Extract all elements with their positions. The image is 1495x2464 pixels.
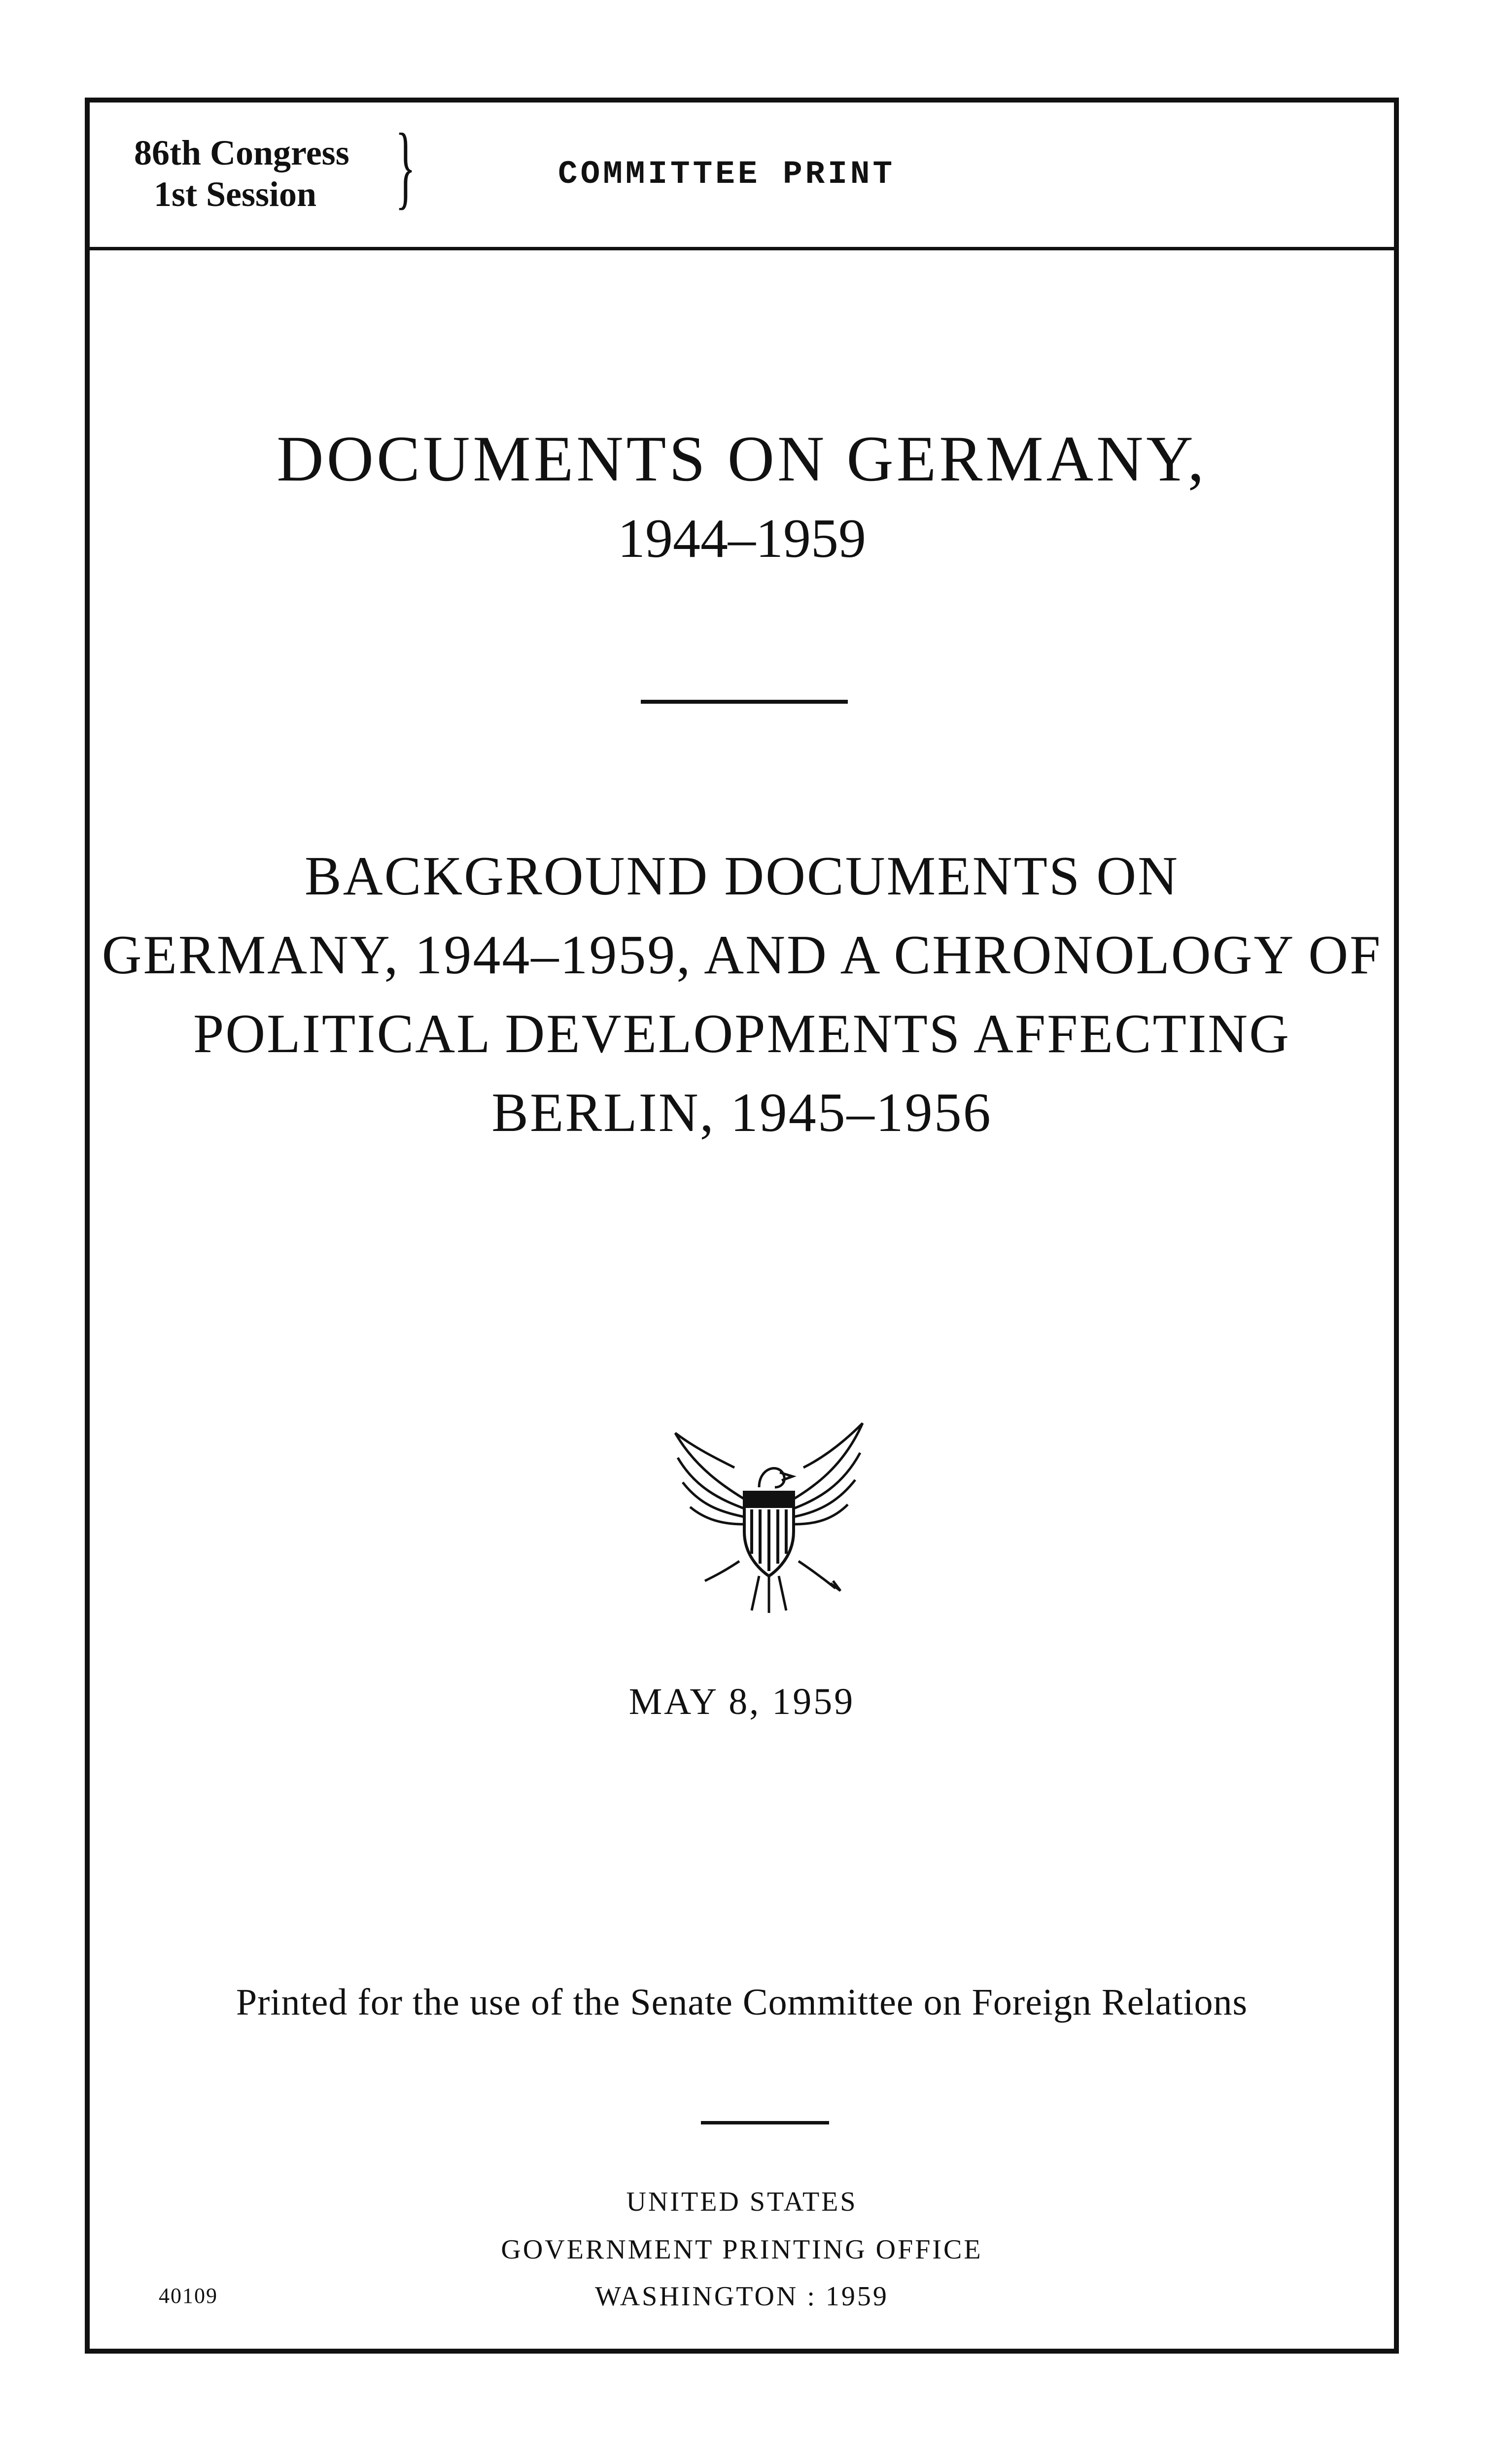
page-frame — [85, 98, 1399, 2354]
session-label: 1st Session — [154, 174, 317, 214]
print-code: 40109 — [159, 2284, 218, 2308]
publisher-line-2: GOVERNMENT PRINTING OFFICE — [501, 2234, 983, 2265]
document-title: DOCUMENTS ON GERMANY, — [277, 422, 1207, 495]
publisher-line-3: WASHINGTON : 1959 — [595, 2281, 889, 2312]
congress-session-block — [134, 132, 349, 215]
publication-date: MAY 8, 1959 — [628, 1681, 855, 1722]
subtitle-line: GERMANY, 1944–1959, AND A CHRONOLOGY OF — [102, 924, 1382, 986]
subtitle-line: BACKGROUND DOCUMENTS ON — [305, 846, 1179, 907]
document-years: 1944–1959 — [618, 508, 866, 569]
header-band — [90, 103, 1394, 250]
great-seal-eagle-icon — [665, 1413, 872, 1620]
brace-icon: } — [395, 115, 416, 218]
subtitle — [90, 837, 1394, 1152]
publisher-divider — [701, 2121, 829, 2124]
committee-print-label: COMMITTEE PRINT — [558, 156, 896, 193]
title-divider — [641, 700, 848, 704]
printed-for-note: Printed for the use of the Senate Committee on Foreign Relations — [236, 1982, 1248, 2023]
publisher-line-1: UNITED STATES — [626, 2187, 858, 2217]
congress-label: 86th Congress — [134, 133, 349, 172]
subtitle-line: BERLIN, 1945–1956 — [491, 1082, 992, 1143]
subtitle-line: POLITICAL DEVELOPMENTS AFFECTING — [193, 1003, 1291, 1064]
